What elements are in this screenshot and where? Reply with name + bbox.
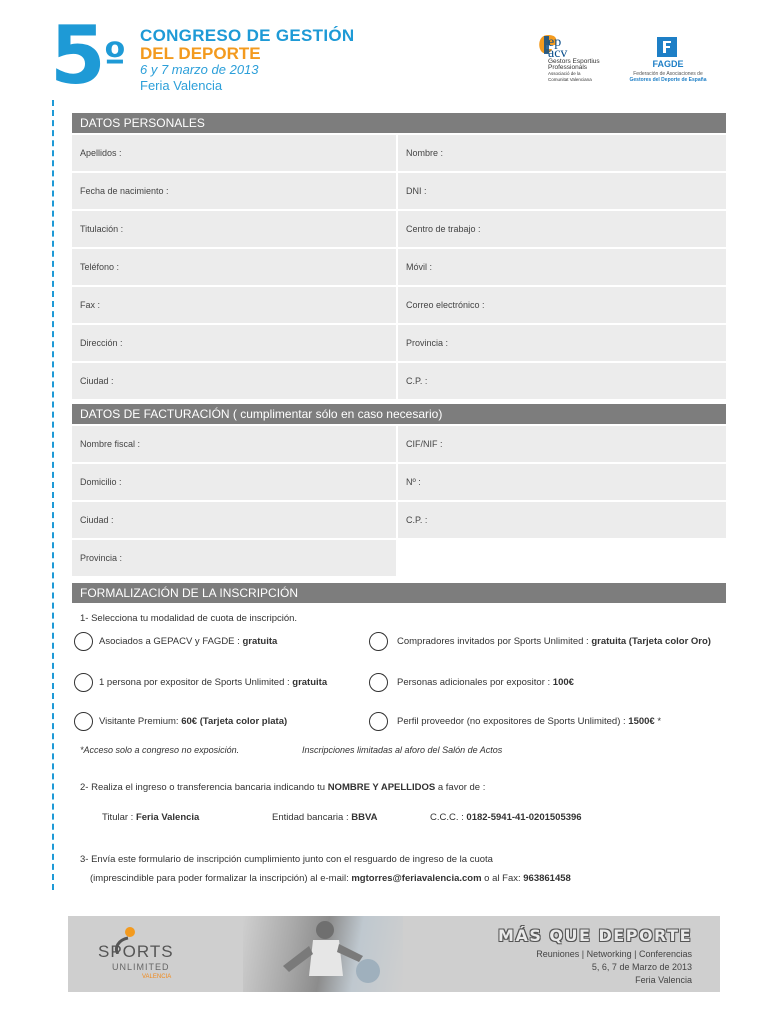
field-centro-trabajo[interactable]: Centro de trabajo : [398,211,726,247]
fagde-line1: Federación de Asociaciones de [633,71,703,77]
step1-text: 1- Selecciona tu modalidad de cuota de inscripción. [80,613,298,624]
titular [102,812,199,823]
radio-premium[interactable] [74,712,93,731]
option-price: gratuita [292,677,328,688]
brand-unlimited: UNLIMITED [112,962,170,972]
note-acceso: *Acceso solo a congreso no exposición. [80,745,240,755]
banner-line3: Feria Valencia [635,975,692,985]
field-numero[interactable]: Nº : [398,464,726,500]
step3-line1: 3- Envía este formulario de inscripción cumplimiento junto con el resguardo de ingreso de la cuota [80,854,493,865]
step2-post: a favor de : [435,782,486,793]
step2-pre: 2- Realiza el ingreso o transferencia bancaria indicando tu [80,782,328,793]
field-cif-nif[interactable]: CIF/NIF : [398,426,726,462]
radio-proveedor[interactable] [369,712,388,731]
gepacv-mark-2: acv [548,46,568,61]
note-aforo: Inscripciones limitadas al aforo del Salón de Actos [302,745,503,755]
option-price: 100€ [552,677,574,688]
field-fecha-nacimiento[interactable]: Fecha de nacimiento : [72,173,396,209]
option-price: 60€ (Tarjeta color plata) [181,716,288,727]
field-fact-cp[interactable]: C.P. : [398,502,726,538]
step3-pre: (imprescindible para poder formalizar la inscripción) al e-mail: [90,873,352,884]
field-provincia[interactable]: Provincia : [398,325,726,361]
gepacv-mark [548,37,567,59]
contact-fax: 963861458 [523,873,571,884]
option-label: Visitante Premium: [99,716,182,727]
field-apellidos[interactable]: Apellidos : [72,135,396,171]
gepacv-line4: Comunitat Valenciana [548,77,592,82]
gepacv-line3: Associació de la [548,71,581,76]
option-label: Asociados a GEPACV y FAGDE : [99,636,243,647]
radio-adicionales[interactable] [369,673,388,692]
field-fact-ciudad[interactable]: Ciudad : [72,502,396,538]
field-titulacion[interactable]: Titulación : [72,211,396,247]
option-premium [99,716,287,727]
field-fax[interactable]: Fax : [72,287,396,323]
option-price: 1500€ [628,716,655,727]
fagde-icon [657,37,677,57]
radio-asociados[interactable] [74,632,93,651]
section-datos-personales: DATOS PERSONALES [72,113,726,133]
option-price: gratuita (Tarjeta color Oro) [591,636,711,647]
cut-line [52,100,54,890]
fagde-subtitle [618,71,718,83]
option-label: Personas adicionales por expositor : [397,677,553,688]
entidad-value: BBVA [351,812,378,823]
step2-text [80,782,485,793]
section-facturacion: DATOS DE FACTURACIÓN ( cumplimentar sólo en caso necesario) [72,404,726,424]
titular-label: Titular : [102,812,136,823]
field-direccion[interactable]: Dirección : [72,325,396,361]
section-formalizacion: FORMALIZACIÓN DE LA INSCRIPCIÓN [72,583,726,603]
ordinal-mark: º [103,35,125,81]
promo-banner [68,916,720,992]
option-proveedor [397,716,661,727]
radio-compradores[interactable] [369,632,388,651]
step3-mid: o al Fax: [481,873,524,884]
field-nombre[interactable]: Nombre : [398,135,726,171]
brand-sports: SPORTS [98,942,174,961]
athlete-silhouette [243,916,403,992]
banner-line1: Reuniones | Networking | Conferencias [536,949,692,959]
fagde-line2: Gestores del Deporte de España [629,77,707,83]
gepacv-line1: Gestors Esportius [548,58,600,65]
gepacv-subtitle [548,59,618,83]
entidad-bancaria [272,812,377,823]
brand-tag: VALENCIA [142,974,172,980]
ccc-value: 0182-5941-41-0201505396 [466,812,582,823]
field-fact-provincia[interactable]: Provincia : [72,540,396,576]
banner-headline: MÁS QUE DEPORTE [498,926,692,945]
athlete-image [243,916,403,992]
titular-value: Feria Valencia [135,812,200,823]
ccc-label: C.C.C. : [430,812,467,823]
option-expositor [99,677,327,688]
option-asociados [99,636,277,647]
ccc [430,812,582,823]
congress-venue: Feria Valencia [140,78,223,93]
step2-bold: NOMBRE Y APELLIDOS [327,782,436,793]
gepacv-mark-1: ep [548,35,562,50]
option-label: Compradores invitados por Sports Unlimited : [397,636,592,647]
option-asterisk: * [654,716,662,727]
entidad-label: Entidad bancaria : [272,812,352,823]
field-movil[interactable]: Móvil : [398,249,726,285]
option-adicionales [397,677,574,688]
fagde-name: FAGDE [652,59,684,69]
field-dni[interactable]: DNI : [398,173,726,209]
field-ciudad[interactable]: Ciudad : [72,363,396,399]
option-price: gratuita [242,636,278,647]
option-label: 1 persona por expositor de Sports Unlimited : [99,677,293,688]
congress-title-line2: DEL DEPORTE [140,44,261,63]
field-domicilio[interactable]: Domicilio : [72,464,396,500]
fagde-logo [618,37,728,85]
congress-title-line1: CONGRESO DE GESTIÓN [140,26,355,45]
number: 5 [50,9,104,102]
gepacv-line2: Professionals [548,64,588,71]
radio-expositor[interactable] [74,673,93,692]
field-correo[interactable]: Correo electrónico : [398,287,726,323]
option-compradores [397,636,711,647]
field-cp[interactable]: C.P. : [398,363,726,399]
option-label: Perfil proveedor (no expositores de Sports Unlimited) : [397,716,629,727]
field-telefono[interactable]: Teléfono : [72,249,396,285]
congress-number [50,9,125,102]
field-nombre-fiscal[interactable]: Nombre fiscal : [72,426,396,462]
banner-line2: 5, 6, 7 de Marzo de 2013 [591,962,692,972]
gepacv-logo [536,33,616,83]
congress-dates: 6 y 7 marzo de 2013 [140,62,259,77]
step3-line2 [90,873,571,884]
contact-email: mgtorres@feriavalencia.com [351,873,482,884]
